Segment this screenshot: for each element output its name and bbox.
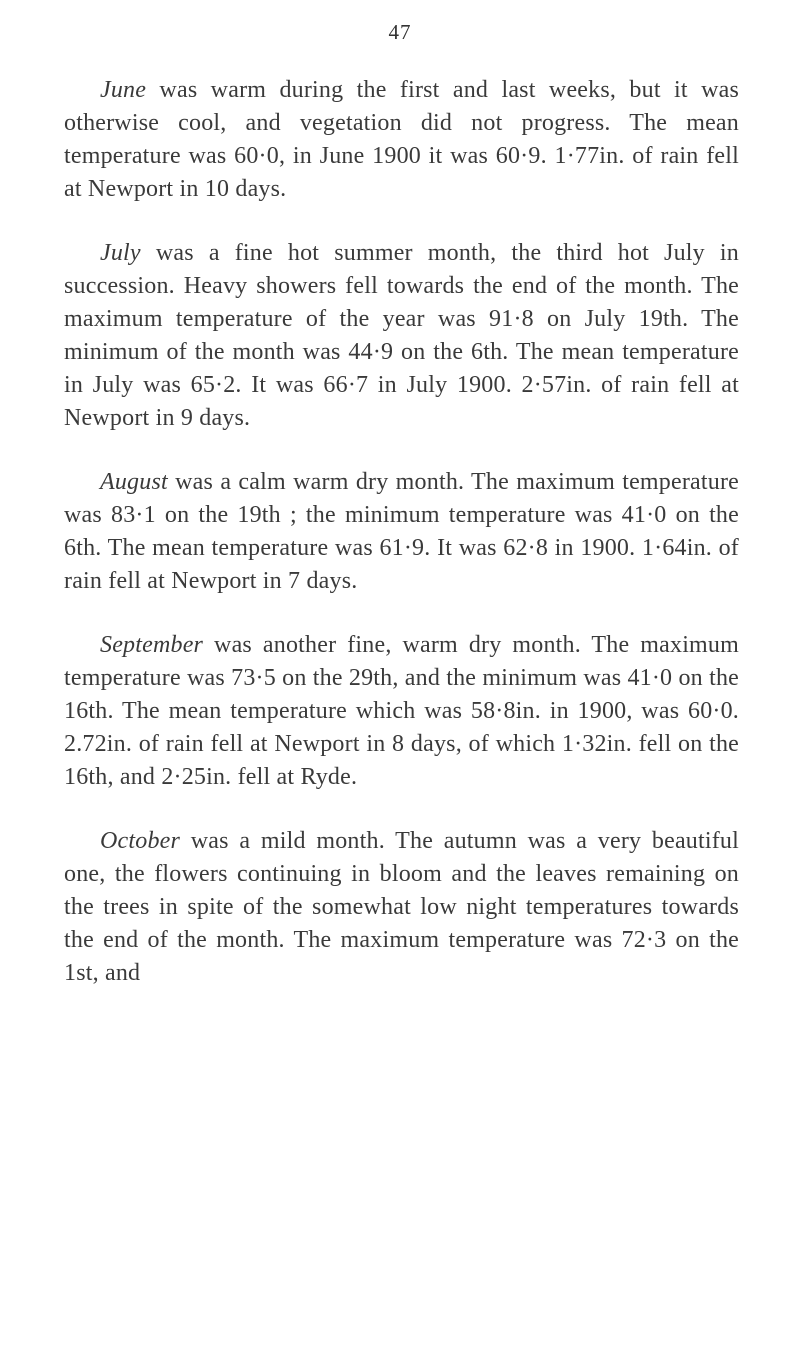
month-name: August bbox=[100, 469, 168, 495]
paragraph-text: was a mild month. The autumn was a very beautiful one, the flowers continuing in bloom and the leaves remaining on the trees in spite of the somewhat low night temperatures towards the end of the month. The maximum temperature was 72·3 on the 1st, and bbox=[64, 828, 739, 986]
paragraph-text: was a fine hot summer month, the third hot July in succession. Heavy showers fell towards the end of the month. The maximum temperature of the year was 91·8 on July 19th. The minimum of the month was 44·9 on the 6th. The mean temperature in July was 65·2. It was 66·7 in July 1900. 2·57in. of rain fell at Newport in 9 days. bbox=[64, 240, 739, 431]
month-name: July bbox=[100, 240, 141, 266]
body-text bbox=[64, 74, 739, 990]
month-name: June bbox=[100, 77, 147, 103]
paragraph-text: was a calm warm dry month. The maximum temperature was 83·1 on the 19th ; the minimum temperature was 41·0 on the 6th. The mean temperature was 61·9. It was 62·8 in 1900. 1·64in. of rain fell at Newport in 7 days. bbox=[64, 469, 739, 594]
month-name: September bbox=[100, 632, 204, 658]
paragraph-text: was another fine, warm dry month. The maximum temperature was 73·5 on the 29th, and the minimum was 41·0 on the 16th. The mean temperature which was 58·8in. in 1900, was 60·0. 2.72in. of rain fell at Newport in 8 days, of which 1·32in. fell on the 16th, and 2·25in. fell at Ryde. bbox=[64, 632, 739, 790]
page-number: 47 bbox=[388, 20, 412, 44]
paragraph-august bbox=[64, 466, 739, 598]
paragraph-october bbox=[64, 825, 739, 990]
paragraph-june bbox=[64, 74, 739, 206]
paragraph-september bbox=[64, 629, 739, 794]
month-name: October bbox=[100, 828, 181, 854]
paragraph-text: was warm during the first and last weeks, but it was otherwise cool, and vegetation did not progress. The mean temperature was 60·0, in June 1900 it was 60·9. 1·77in. of rain fell at Newport in 10 days. bbox=[64, 77, 739, 202]
paragraph-july bbox=[64, 237, 739, 435]
